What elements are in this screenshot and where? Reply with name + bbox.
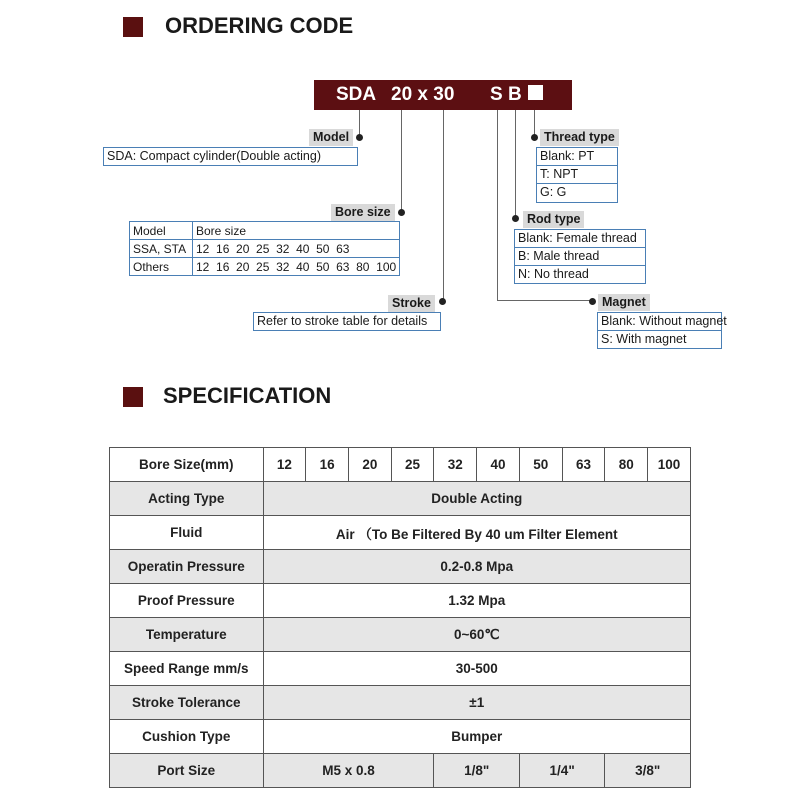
magnet-box <box>597 312 727 349</box>
bore-cell: 50 <box>519 448 562 482</box>
row-value: Air （To Be Filtered By 40 um Filter Element <box>263 516 691 550</box>
bore-cell: 32 <box>434 448 477 482</box>
connector-line <box>497 110 498 301</box>
row-header: Temperature <box>110 618 264 652</box>
table-row <box>110 618 691 652</box>
ordering-code-title: ORDERING CODE <box>165 13 354 38</box>
row-header: Proof Pressure <box>110 584 264 618</box>
port-size-cell: 1/4" <box>519 754 604 788</box>
row-value: 1.32 Mpa <box>263 584 691 618</box>
row-value: ±1 <box>263 686 691 720</box>
rod-option: B: Male thread <box>515 248 645 266</box>
bore-size-table <box>129 221 400 276</box>
row-value: Bumper <box>263 720 691 754</box>
row-header: Bore Size(mm) <box>110 448 264 482</box>
row-value: 0~60℃ <box>263 618 691 652</box>
thread-option: T: NPT <box>537 166 617 184</box>
table-row <box>130 258 400 276</box>
table-row <box>110 652 691 686</box>
table-cell: 12 16 20 25 32 40 50 63 80 100 <box>193 258 400 276</box>
row-value: 0.2-0.8 Mpa <box>263 550 691 584</box>
section-marker <box>123 17 143 37</box>
bore-cell: 25 <box>391 448 434 482</box>
thread-type-label: Thread type <box>540 129 619 146</box>
table-row <box>110 754 691 788</box>
table-cell: SSA, STA <box>130 240 193 258</box>
code-model: SDA <box>336 84 377 105</box>
model-box <box>103 147 358 166</box>
row-header: Cushion Type <box>110 720 264 754</box>
thread-option: G: G <box>540 185 567 199</box>
row-header: Speed Range mm/s <box>110 652 264 686</box>
table-cell: Others <box>130 258 193 276</box>
connector-dot <box>589 298 596 305</box>
magnet-option: S: With magnet <box>601 332 687 346</box>
specification-table <box>109 447 691 788</box>
model-label: Model <box>309 129 353 146</box>
table-cell: Bore size <box>193 222 400 240</box>
bore-cell: 16 <box>306 448 349 482</box>
bore-size-label: Bore size <box>331 204 395 221</box>
stroke-box <box>253 312 441 331</box>
connector-dot <box>439 298 446 305</box>
row-header: Operatin Pressure <box>110 550 264 584</box>
row-header: Acting Type <box>110 482 264 516</box>
thread-type-box <box>536 147 618 203</box>
row-value: 30-500 <box>263 652 691 686</box>
port-size-cell: 1/8" <box>434 754 519 788</box>
table-row <box>110 584 691 618</box>
bore-cell: 20 <box>348 448 391 482</box>
connector-dot <box>398 209 405 216</box>
section-marker <box>123 387 143 407</box>
bore-cell: 100 <box>648 448 691 482</box>
table-row <box>110 550 691 584</box>
connector-line <box>497 300 592 301</box>
table-cell: 12 16 20 25 32 40 50 63 <box>193 240 400 258</box>
table-row <box>110 482 691 516</box>
connector-dot <box>512 215 519 222</box>
table-row <box>110 516 691 550</box>
row-header: Stroke Tolerance <box>110 686 264 720</box>
thread-placeholder-box <box>528 85 543 100</box>
thread-option: Blank: PT <box>537 148 617 166</box>
stroke-label: Stroke <box>388 295 435 312</box>
magnet-option: Blank: Without magnet <box>598 313 721 331</box>
connector-dot <box>531 134 538 141</box>
bore-cell: 63 <box>562 448 605 482</box>
table-row <box>130 222 400 240</box>
code-rod-magnet: S B <box>490 84 522 105</box>
magnet-label: Magnet <box>598 294 650 311</box>
table-row <box>110 686 691 720</box>
connector-line <box>515 110 516 218</box>
code-bore-stroke: 20 x 30 <box>391 84 455 105</box>
row-header: Port Size <box>110 754 264 788</box>
connector-line <box>401 110 402 212</box>
bore-cell: 80 <box>605 448 648 482</box>
table-row <box>110 720 691 754</box>
port-size-cell: M5 x 0.8 <box>263 754 434 788</box>
specification-title: SPECIFICATION <box>163 383 332 408</box>
rod-type-label: Rod type <box>523 211 584 228</box>
rod-option: N: No thread <box>518 267 589 281</box>
table-row <box>110 448 691 482</box>
connector-dot <box>356 134 363 141</box>
model-value: SDA: Compact cylinder(Double acting) <box>107 149 321 163</box>
table-row <box>130 240 400 258</box>
rod-type-box <box>514 229 646 284</box>
rod-option: Blank: Female thread <box>515 230 645 248</box>
connector-line <box>534 110 535 137</box>
stroke-value: Refer to stroke table for details <box>257 314 428 328</box>
connector-line <box>443 110 444 301</box>
table-cell: Model <box>130 222 193 240</box>
row-header: Fluid <box>110 516 264 550</box>
bore-cell: 12 <box>263 448 306 482</box>
bore-cell: 40 <box>477 448 520 482</box>
row-value: Double Acting <box>263 482 691 516</box>
port-size-cell: 3/8" <box>605 754 691 788</box>
